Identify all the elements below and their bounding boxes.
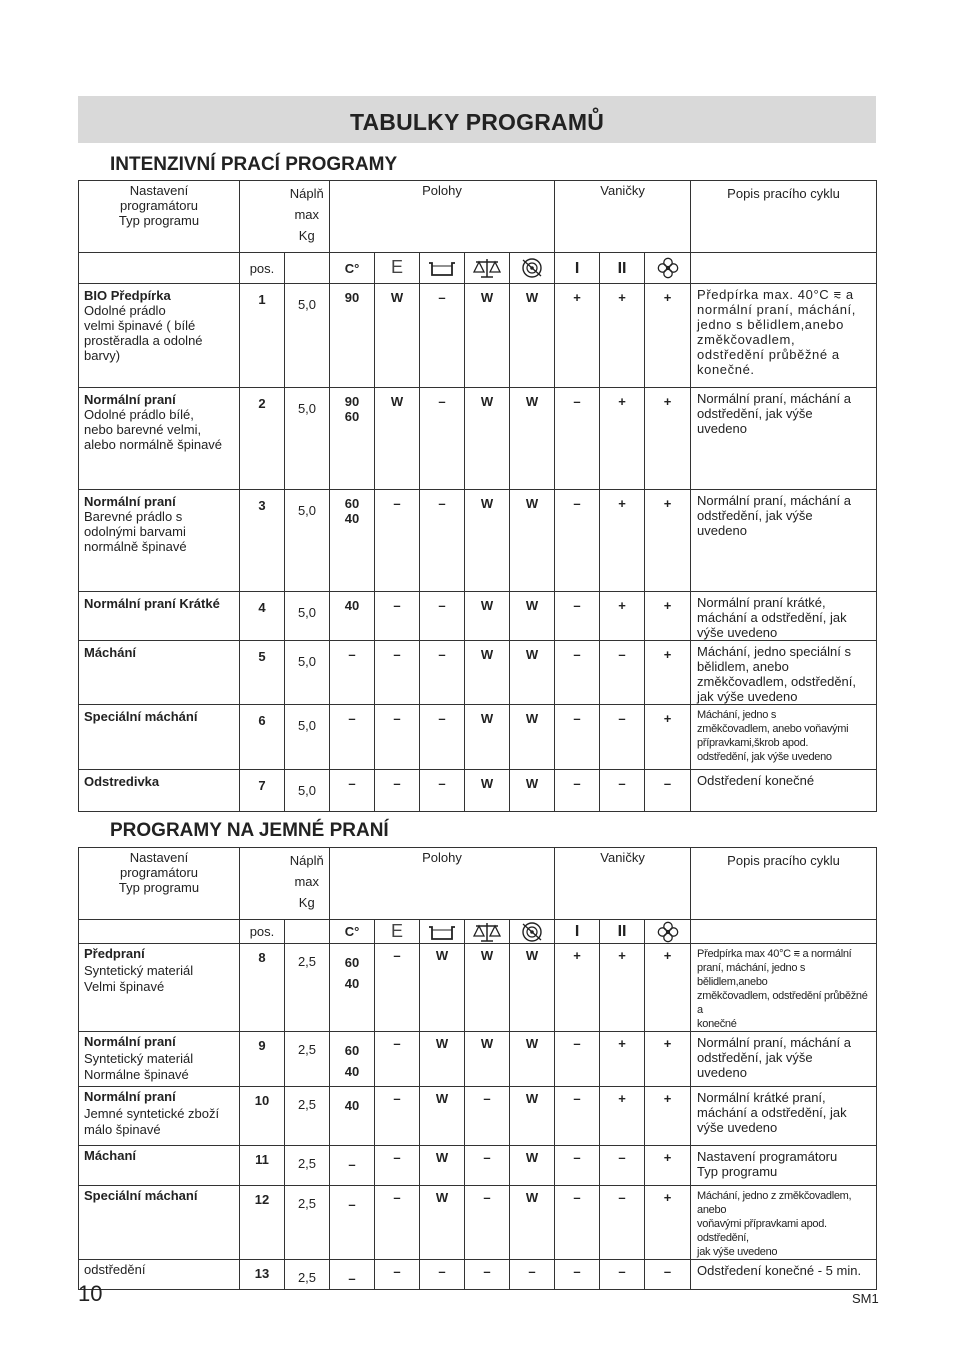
program-name: Máchání: [84, 645, 137, 660]
pos-label: pos.: [240, 253, 285, 284]
document-code: SM1: [852, 1291, 879, 1306]
economy-icon: E: [375, 253, 420, 284]
program-symbol: –: [555, 1186, 600, 1260]
icon-row: [79, 253, 877, 284]
program-symbol: –: [510, 1260, 555, 1290]
program-symbol: –: [375, 944, 420, 1032]
delicate-programs-table: [78, 847, 877, 1290]
description-line: změkčovadlem, odstředění průběžné a: [697, 990, 868, 1016]
program-symbol: W: [510, 1186, 555, 1260]
program-row: [79, 284, 877, 388]
temperature-value: 90: [344, 290, 360, 305]
program-row: [79, 388, 877, 490]
program-position: 6: [240, 705, 285, 770]
cycle-description: [691, 770, 877, 812]
description-line: odstředění, jak výše: [697, 508, 813, 523]
program-symbol: –: [375, 592, 420, 641]
page-number: 10: [78, 1281, 103, 1306]
description-line: Typ programu: [697, 1164, 778, 1179]
description-line: Máchání, jedno z změkčovadlem, anebo: [697, 1190, 852, 1216]
program-name: Předpraní: [84, 946, 145, 961]
program-row: [79, 944, 877, 1032]
temperature-cell: [330, 388, 375, 490]
program-symbol: –: [600, 705, 645, 770]
program-detail-line: Barevné prádlo s: [84, 509, 183, 524]
load-kg: 2,5: [285, 1146, 330, 1186]
description-line: Normální krátké praní,: [697, 1090, 826, 1105]
temperature-value: 60: [344, 409, 360, 424]
program-symbol: –: [555, 592, 600, 641]
load-kg: 2,5: [285, 1186, 330, 1260]
description-line: odstředění, jak výše uvedeno: [697, 751, 832, 763]
program-symbol: –: [645, 1260, 691, 1290]
wash-tub-icon: [420, 920, 465, 944]
program-symbol: –: [375, 1087, 420, 1146]
description-line: voňavými přípravkami apod. odstředění,: [697, 1218, 827, 1244]
program-symbol: +: [600, 388, 645, 490]
program-position: 9: [240, 1032, 285, 1087]
temperature-cell: [330, 592, 375, 641]
program-name: Speciální máchaní: [84, 1188, 198, 1203]
load-kg: 5,0: [285, 641, 330, 705]
program-symbol: +: [645, 1186, 691, 1260]
program-name: BIO Předpírka: [84, 288, 171, 303]
program-detail-line: Jemné syntetické zboží: [84, 1105, 220, 1121]
program-position: 10: [240, 1087, 285, 1146]
program-symbol: –: [555, 388, 600, 490]
program-symbol: –: [375, 705, 420, 770]
program-cell: [79, 641, 240, 705]
description-line: máchání a odstředění, jak: [697, 1105, 847, 1120]
temperature-value: 60: [344, 496, 360, 511]
program-symbol: –: [600, 1186, 645, 1260]
program-position: 2: [240, 388, 285, 490]
dispenser-ii-label: II: [600, 920, 645, 944]
section-title-intensive: INTENZIVNÍ PRACÍ PROGRAMY: [110, 154, 398, 175]
program-cell: [79, 1146, 240, 1186]
program-cell: [79, 388, 240, 490]
program-position: 5: [240, 641, 285, 705]
no-spin-icon: [510, 253, 555, 284]
program-symbol: +: [645, 1087, 691, 1146]
program-name: Normální praní: [84, 1089, 176, 1104]
temperature-cell: [330, 770, 375, 812]
temperature-cell: [330, 1260, 375, 1290]
program-symbol: W: [465, 1032, 510, 1087]
program-symbol: –: [465, 1260, 510, 1290]
program-symbol: W: [465, 592, 510, 641]
program-symbol: +: [555, 944, 600, 1032]
program-symbol: –: [375, 490, 420, 592]
program-symbol: +: [600, 1087, 645, 1146]
program-symbol: +: [645, 1146, 691, 1186]
load-kg: 5,0: [285, 770, 330, 812]
description-line: uvedeno: [697, 1065, 747, 1080]
description-line: Normální praní, máchání a: [697, 391, 851, 406]
program-detail-line: alebo normálně špinavé: [84, 437, 223, 452]
program-row: [79, 770, 877, 812]
temperature-value: 40: [344, 511, 360, 526]
temperature-cell: [330, 1186, 375, 1260]
program-row: [79, 641, 877, 705]
program-symbol: –: [465, 1146, 510, 1186]
temperature-value: 90: [344, 394, 360, 409]
program-symbol: W: [465, 705, 510, 770]
program-row: [79, 592, 877, 641]
temperature-cell: [330, 1146, 375, 1186]
temperature-label: C°: [330, 253, 375, 284]
program-cell: [79, 944, 240, 1032]
program-symbol: +: [645, 705, 691, 770]
description-line: bělidlem, anebo: [697, 659, 789, 674]
program-name: Odstredivka: [84, 774, 160, 789]
description-line: odstředění průběžné a: [697, 347, 840, 362]
program-symbol: W: [465, 490, 510, 592]
program-symbol: W: [465, 284, 510, 388]
economy-icon: E: [375, 920, 420, 944]
intensive-programs-table: [78, 180, 877, 812]
program-symbol: –: [555, 1087, 600, 1146]
program-row: [79, 490, 877, 592]
temperature-value: –: [348, 711, 356, 726]
no-spin-icon: [510, 920, 555, 944]
temperature-cell: [330, 1087, 375, 1146]
cycle-description: [691, 1087, 877, 1146]
description-line: výše uvedeno: [697, 625, 778, 640]
header-programmer-setting: Nastavení programátoru Typ programu: [79, 181, 240, 253]
program-row: [79, 1186, 877, 1260]
program-name: Máchaní: [84, 1148, 137, 1163]
program-symbol: +: [645, 592, 691, 641]
program-detail-line: prostěradla a odolné: [84, 333, 203, 348]
icon-row: [79, 920, 877, 944]
program-symbol: –: [420, 770, 465, 812]
description-line: Máchání, jedno speciální s: [697, 644, 851, 659]
program-row: [79, 1146, 877, 1186]
program-symbol: –: [420, 641, 465, 705]
description-line: Nastavení programátoru: [697, 1149, 838, 1164]
softener-flower-icon: [645, 253, 691, 284]
description-line: odstředění, jak výše: [697, 406, 813, 421]
description-line: změkčovadlem,: [697, 332, 796, 347]
wash-tub-icon: [420, 253, 465, 284]
description-line: Předpírka max 40°C ⩳ a normální: [697, 948, 852, 960]
program-cell: [79, 592, 240, 641]
program-position: 7: [240, 770, 285, 812]
program-detail-line: málo špinavé: [84, 1122, 161, 1137]
program-position: 12: [240, 1186, 285, 1260]
program-symbol: W: [465, 641, 510, 705]
temperature-cell: [330, 1032, 375, 1087]
temperature-value: 60: [344, 1043, 360, 1058]
cycle-description: [691, 592, 877, 641]
program-detail-line: Normálne špinavé: [84, 1067, 189, 1082]
program-symbol: –: [420, 388, 465, 490]
program-symbol: –: [555, 1032, 600, 1087]
description-line: uvedeno: [697, 523, 747, 538]
program-name: Normální praní Krátké: [84, 596, 220, 611]
program-symbol: +: [555, 284, 600, 388]
program-detail-line: Syntetický materiál: [84, 1050, 194, 1066]
program-symbol: –: [375, 1146, 420, 1186]
program-symbol: +: [600, 1032, 645, 1087]
program-name: Speciální máchání: [84, 709, 198, 724]
program-symbol: W: [510, 705, 555, 770]
program-detail-line: odolnými barvami: [84, 524, 186, 539]
program-detail-line: velmi špinavé ( bílé: [84, 318, 196, 333]
header-load-max-kg: Náplň max Kg: [285, 181, 330, 253]
program-symbol: –: [420, 592, 465, 641]
title-banner: [78, 96, 876, 143]
description-line: změkčovadlem, anebo voňavými: [697, 723, 849, 735]
temperature-value: 40: [344, 1098, 360, 1113]
program-position: 8: [240, 944, 285, 1032]
program-symbol: W: [510, 1087, 555, 1146]
program-symbol: W: [510, 490, 555, 592]
program-symbol: W: [510, 641, 555, 705]
cycle-description: [691, 490, 877, 592]
program-symbol: W: [420, 1032, 465, 1087]
load-kg: 5,0: [285, 490, 330, 592]
temperature-value: 40: [344, 1064, 360, 1079]
dispenser-i-label: I: [555, 253, 600, 284]
program-cell: [79, 490, 240, 592]
load-kg: 2,5: [285, 1260, 330, 1290]
description-line: máchání a odstředění, jak: [697, 610, 847, 625]
program-row: [79, 1032, 877, 1087]
program-symbol: W: [375, 388, 420, 490]
load-kg: 5,0: [285, 592, 330, 641]
program-position: 11: [240, 1146, 285, 1186]
program-symbol: +: [600, 490, 645, 592]
program-symbol: W: [510, 770, 555, 812]
program-symbol: –: [600, 770, 645, 812]
temperature-value: 40: [344, 598, 360, 613]
description-line: odstředění, jak výše: [697, 1050, 813, 1065]
dispenser-ii-label: II: [600, 253, 645, 284]
program-cell: [79, 770, 240, 812]
program-symbol: W: [510, 388, 555, 490]
program-position: 4: [240, 592, 285, 641]
temperature-value: 40: [344, 976, 360, 991]
program-symbol: W: [465, 944, 510, 1032]
softener-flower-icon: [645, 920, 691, 944]
cycle-description: [691, 641, 877, 705]
description-line: Máchání, jedno s: [697, 709, 777, 721]
program-symbol: W: [465, 388, 510, 490]
description-line: konečné.: [697, 362, 755, 377]
temperature-value: 60: [344, 955, 360, 970]
description-line: Předpírka max. 40°C ⩳ a: [697, 287, 854, 302]
program-symbol: –: [645, 770, 691, 812]
program-symbol: –: [555, 770, 600, 812]
program-symbol: W: [510, 284, 555, 388]
header-cycle-description: Popis pracího cyklu: [691, 848, 877, 920]
program-symbol: W: [375, 284, 420, 388]
program-symbol: –: [420, 705, 465, 770]
program-name: Normální praní: [84, 1034, 176, 1049]
header-load-max-kg: Náplň max Kg: [285, 848, 330, 920]
program-position: 3: [240, 490, 285, 592]
program-cell: [79, 1186, 240, 1260]
program-position: 1: [240, 284, 285, 388]
program-symbol: –: [465, 1087, 510, 1146]
temperature-value: –: [348, 1197, 356, 1212]
program-cell: [79, 1260, 240, 1290]
header-cycle-description: Popis pracího cyklu: [691, 181, 877, 253]
description-line: Normální praní, máchání a: [697, 1035, 851, 1050]
program-symbol: +: [600, 944, 645, 1032]
program-cell: [79, 1032, 240, 1087]
header-row: [79, 848, 877, 920]
program-symbol: –: [375, 1186, 420, 1260]
program-symbol: –: [600, 1146, 645, 1186]
program-row: [79, 1260, 877, 1290]
cycle-description: [691, 1186, 877, 1260]
description-line: konečné: [697, 1018, 737, 1030]
header-programmer-setting: Nastavení programátoru Typ programu: [79, 848, 240, 920]
program-symbol: W: [510, 944, 555, 1032]
pos-label: pos.: [240, 920, 285, 944]
program-cell: [79, 705, 240, 770]
program-symbol: W: [510, 592, 555, 641]
program-symbol: +: [645, 944, 691, 1032]
temperature-value: –: [348, 776, 356, 791]
program-symbol: –: [375, 641, 420, 705]
program-detail-line: Odolné prádlo: [84, 303, 166, 318]
load-kg: 5,0: [285, 388, 330, 490]
description-line: přípravkami,škrob apod.: [697, 737, 809, 749]
program-cell: [79, 284, 240, 388]
balance-scale-icon: [465, 920, 510, 944]
program-symbol: W: [420, 944, 465, 1032]
program-symbol: W: [420, 1087, 465, 1146]
description-line: Normální praní krátké,: [697, 595, 826, 610]
program-detail-line: Odolné prádlo bílé,: [84, 407, 194, 422]
load-kg: 2,5: [285, 1032, 330, 1087]
description-line: Normální praní, máchání a: [697, 493, 851, 508]
cycle-description: [691, 1032, 877, 1087]
program-detail-line: nebo barevné velmi,: [84, 422, 202, 437]
program-symbol: –: [555, 490, 600, 592]
description-line: jak výše uvedeno: [697, 689, 798, 704]
program-symbol: +: [645, 490, 691, 592]
program-symbol: –: [420, 284, 465, 388]
program-symbol: –: [555, 705, 600, 770]
description-line: normální praní, máchání,: [697, 302, 856, 317]
program-symbol: –: [420, 490, 465, 592]
temperature-cell: [330, 944, 375, 1032]
program-symbol: +: [645, 388, 691, 490]
program-detail-line: normálně špinavé: [84, 539, 187, 554]
temperature-cell: [330, 284, 375, 388]
program-name: Normální praní: [84, 392, 176, 407]
section-title-delicate: PROGRAMY NA JEMNÉ PRANÍ: [110, 820, 389, 841]
program-symbol: +: [600, 592, 645, 641]
temperature-cell: [330, 641, 375, 705]
header-row: [79, 181, 877, 253]
description-line: uvedeno: [697, 421, 747, 436]
program-row: [79, 1087, 877, 1146]
load-kg: 5,0: [285, 705, 330, 770]
program-symbol: +: [645, 1032, 691, 1087]
cycle-description: [691, 1260, 877, 1290]
program-symbol: +: [645, 284, 691, 388]
description-line: změkčovadlem, odstředění,: [697, 674, 857, 689]
program-symbol: –: [420, 1260, 465, 1290]
program-position: 13: [240, 1260, 285, 1290]
balance-scale-icon: [465, 253, 510, 284]
cycle-description: [691, 388, 877, 490]
cycle-description: [691, 1146, 877, 1186]
description-line: Odstředení konečné - 5 min.: [697, 1263, 862, 1278]
description-line: výše uvedeno: [697, 1120, 778, 1135]
program-detail-line: barvy): [84, 348, 121, 363]
program-symbol: –: [375, 1260, 420, 1290]
program-symbol: –: [375, 1032, 420, 1087]
program-symbol: W: [420, 1146, 465, 1186]
program-symbol: W: [420, 1186, 465, 1260]
program-symbol: –: [555, 641, 600, 705]
temperature-value: –: [348, 1157, 356, 1172]
description-line: praní, máchání, jedno s bělidlem,anebo: [697, 962, 806, 988]
description-line: Odstředení konečné: [697, 773, 815, 788]
program-symbol: W: [510, 1032, 555, 1087]
page-title: TABULKY PROGRAMŮ: [349, 109, 605, 135]
program-symbol: –: [555, 1260, 600, 1290]
program-symbol: –: [600, 641, 645, 705]
cycle-description: [691, 705, 877, 770]
header-dispensers: Vaničky: [555, 848, 691, 920]
program-name: odstředění: [84, 1262, 146, 1277]
header-positions: Polohy: [330, 181, 555, 253]
program-row: [79, 705, 877, 770]
temperature-label: C°: [330, 920, 375, 944]
program-detail-line: Velmi špinavé: [84, 979, 165, 994]
program-symbol: –: [600, 1260, 645, 1290]
program-symbol: +: [645, 641, 691, 705]
temperature-cell: [330, 490, 375, 592]
program-symbol: W: [510, 1146, 555, 1186]
program-symbol: –: [465, 1186, 510, 1260]
description-line: jak výše uvedeno: [697, 1246, 778, 1258]
temperature-cell: [330, 705, 375, 770]
temperature-value: –: [348, 647, 356, 662]
program-detail-line: Syntetický materiál: [84, 962, 194, 978]
header-dispensers: Vaničky: [555, 181, 691, 253]
program-cell: [79, 1087, 240, 1146]
load-kg: 2,5: [285, 944, 330, 1032]
load-kg: 2,5: [285, 1087, 330, 1146]
program-symbol: +: [600, 284, 645, 388]
temperature-value: –: [348, 1271, 356, 1286]
program-symbol: –: [375, 770, 420, 812]
description-line: jedno s bělidlem,anebo: [697, 317, 844, 332]
dispenser-i-label: I: [555, 920, 600, 944]
load-kg: 5,0: [285, 284, 330, 388]
program-symbol: –: [555, 1146, 600, 1186]
header-positions: Polohy: [330, 848, 555, 920]
cycle-description: [691, 944, 877, 1032]
program-name: Normální praní: [84, 494, 176, 509]
cycle-description: [691, 284, 877, 388]
program-symbol: W: [465, 770, 510, 812]
